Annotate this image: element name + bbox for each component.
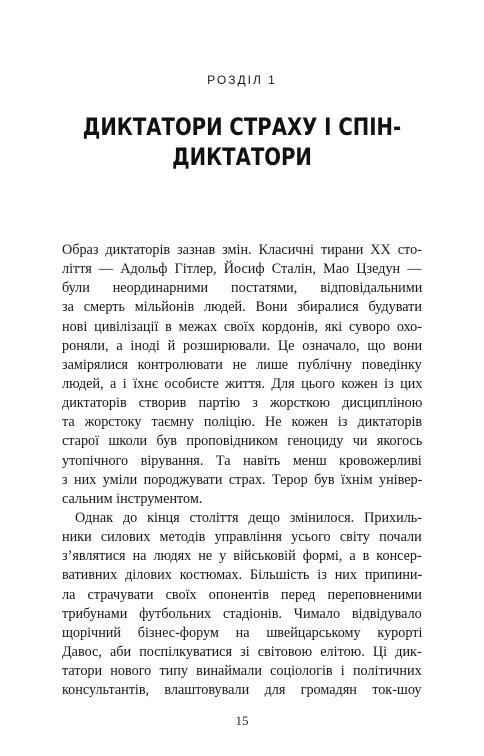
body-text [62,241,422,700]
text-line: ліття — Адольф Гітлер, Йосиф Сталін, Мао Цзедун — [62,261,422,278]
text-line: були неординарними постатями, відповідальними [62,280,423,297]
text-line: Давос, аби поспілкуватися зі світовою елітою. Ці дик- [62,643,422,660]
text-line: та жорстоку таємну поліцію. Не кожен із диктаторів [62,414,423,431]
text-line: старої школи був проповідником геноциду чи якогось [62,433,423,450]
text-line: Образ диктаторів зазнав змін. Класичні тирани XX сто- [62,242,422,258]
chapter-title-line: ДИКТАТОРИ [172,143,312,171]
paragraph [62,509,422,700]
page-number: 15 [235,713,249,728]
text-line: за смерть мільйонів людей. Вони збиралися будувати [62,299,422,316]
text-line: нові цивілізації в межах своїх кордонів, які суворо охо- [62,318,422,335]
text-line: диктаторів створив партію з жорсткою дисципліною [62,395,423,412]
paragraph [62,241,422,509]
chapter-label: РОЗДІЛ 1 [207,73,277,87]
text-line: ники силових методів управління усього світу почали [62,529,422,546]
text-line: людей, а і їхнє особисте життя. Для цього кожен із цих [62,375,423,392]
text-line: вативних ділових костюмах. Більшість із них припини- [62,567,423,584]
text-line: трибунами футбольних стадіонів. Чимало відвідувало [62,605,422,622]
chapter-title-line: ДИКТАТОРИ СТРАХУ І СПІН- [82,113,402,141]
text-line: замірялися контролювати не лише публічну поведінку [62,356,422,373]
text-line: ла страчувати своїх опонентів перед переповненими [62,586,422,603]
text-line: Однак до кінця століття дещо змінилося. Прихиль- [75,509,423,526]
chapter-title [76,112,407,172]
text-line: утопічного вірування. Та навіть менш кровожерливі [62,452,422,469]
text-line: з’являтися на людях не у військовій формі, а в консер- [62,548,422,565]
text-line: татори нового типу винаймали соціологів і політичних [62,663,422,680]
text-line: щорічний бізнес-форум на швейцарському курорті [62,624,423,641]
text-line: консультантів, влаштовували для громадян ток-шоу [62,682,422,699]
text-line: роняли, а іноді й розширювали. Це означало, що вони [62,337,423,354]
text-line: сальним інструментом. [62,490,203,507]
text-line: з них уміли породжувати страх. Терор був їхнім універ- [62,471,423,488]
